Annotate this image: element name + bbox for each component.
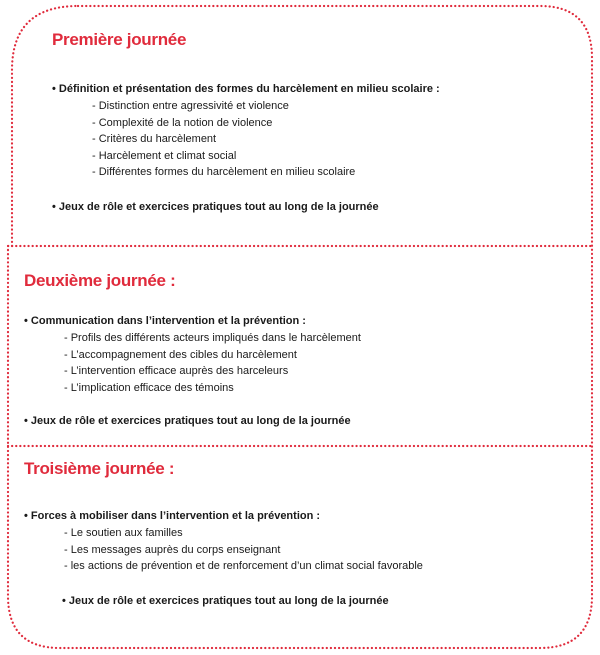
list-item: - L’accompagnement des cibles du harcèlement [64, 348, 297, 361]
day-1-items [92, 98, 355, 181]
day-2-items [64, 330, 361, 396]
list-item: - les actions de prévention et de renforcement d’un climat social favorable [64, 560, 423, 572]
list-item: - L’implication efficace des témoins [64, 381, 234, 394]
day-3-items [64, 525, 423, 575]
day-1-closing: • Jeux de rôle et exercices pratiques tout au long de la journée [52, 201, 379, 213]
list-item: - L’intervention efficace auprès des harceleurs [64, 365, 289, 377]
list-item: - Profils des différents acteurs impliqués dans le harcèlement [64, 332, 361, 344]
day-1-title: Première journée [52, 30, 187, 49]
day-2-title: Deuxième journée : [24, 271, 176, 290]
day-2-main-bullet: • Communication dans l’intervention et la prévention : [24, 315, 306, 327]
list-item: - Distinction entre agressivité et violence [92, 100, 289, 112]
list-item: - Le soutien aux familles [64, 527, 183, 539]
list-item: - Différentes formes du harcèlement en milieu scolaire [92, 166, 356, 178]
list-item: - Les messages auprès du corps enseignant [64, 543, 281, 556]
day-3-main-bullet: • Forces à mobiliser dans l’intervention et la prévention : [24, 510, 321, 522]
day-3-closing: • Jeux de rôle et exercices pratiques tout au long de la journée [62, 595, 389, 607]
list-item: - Complexité de la notion de violence [92, 116, 273, 129]
day-1-main-bullet: • Définition et présentation des formes du harcèlement en milieu scolaire : [52, 83, 440, 95]
list-item: - Harcèlement et climat social [92, 149, 237, 162]
list-item: - Critères du harcèlement [92, 133, 217, 145]
day-2-closing: • Jeux de rôle et exercices pratiques tout au long de la journée [24, 415, 351, 427]
day-3-title: Troisième journée : [24, 459, 175, 478]
